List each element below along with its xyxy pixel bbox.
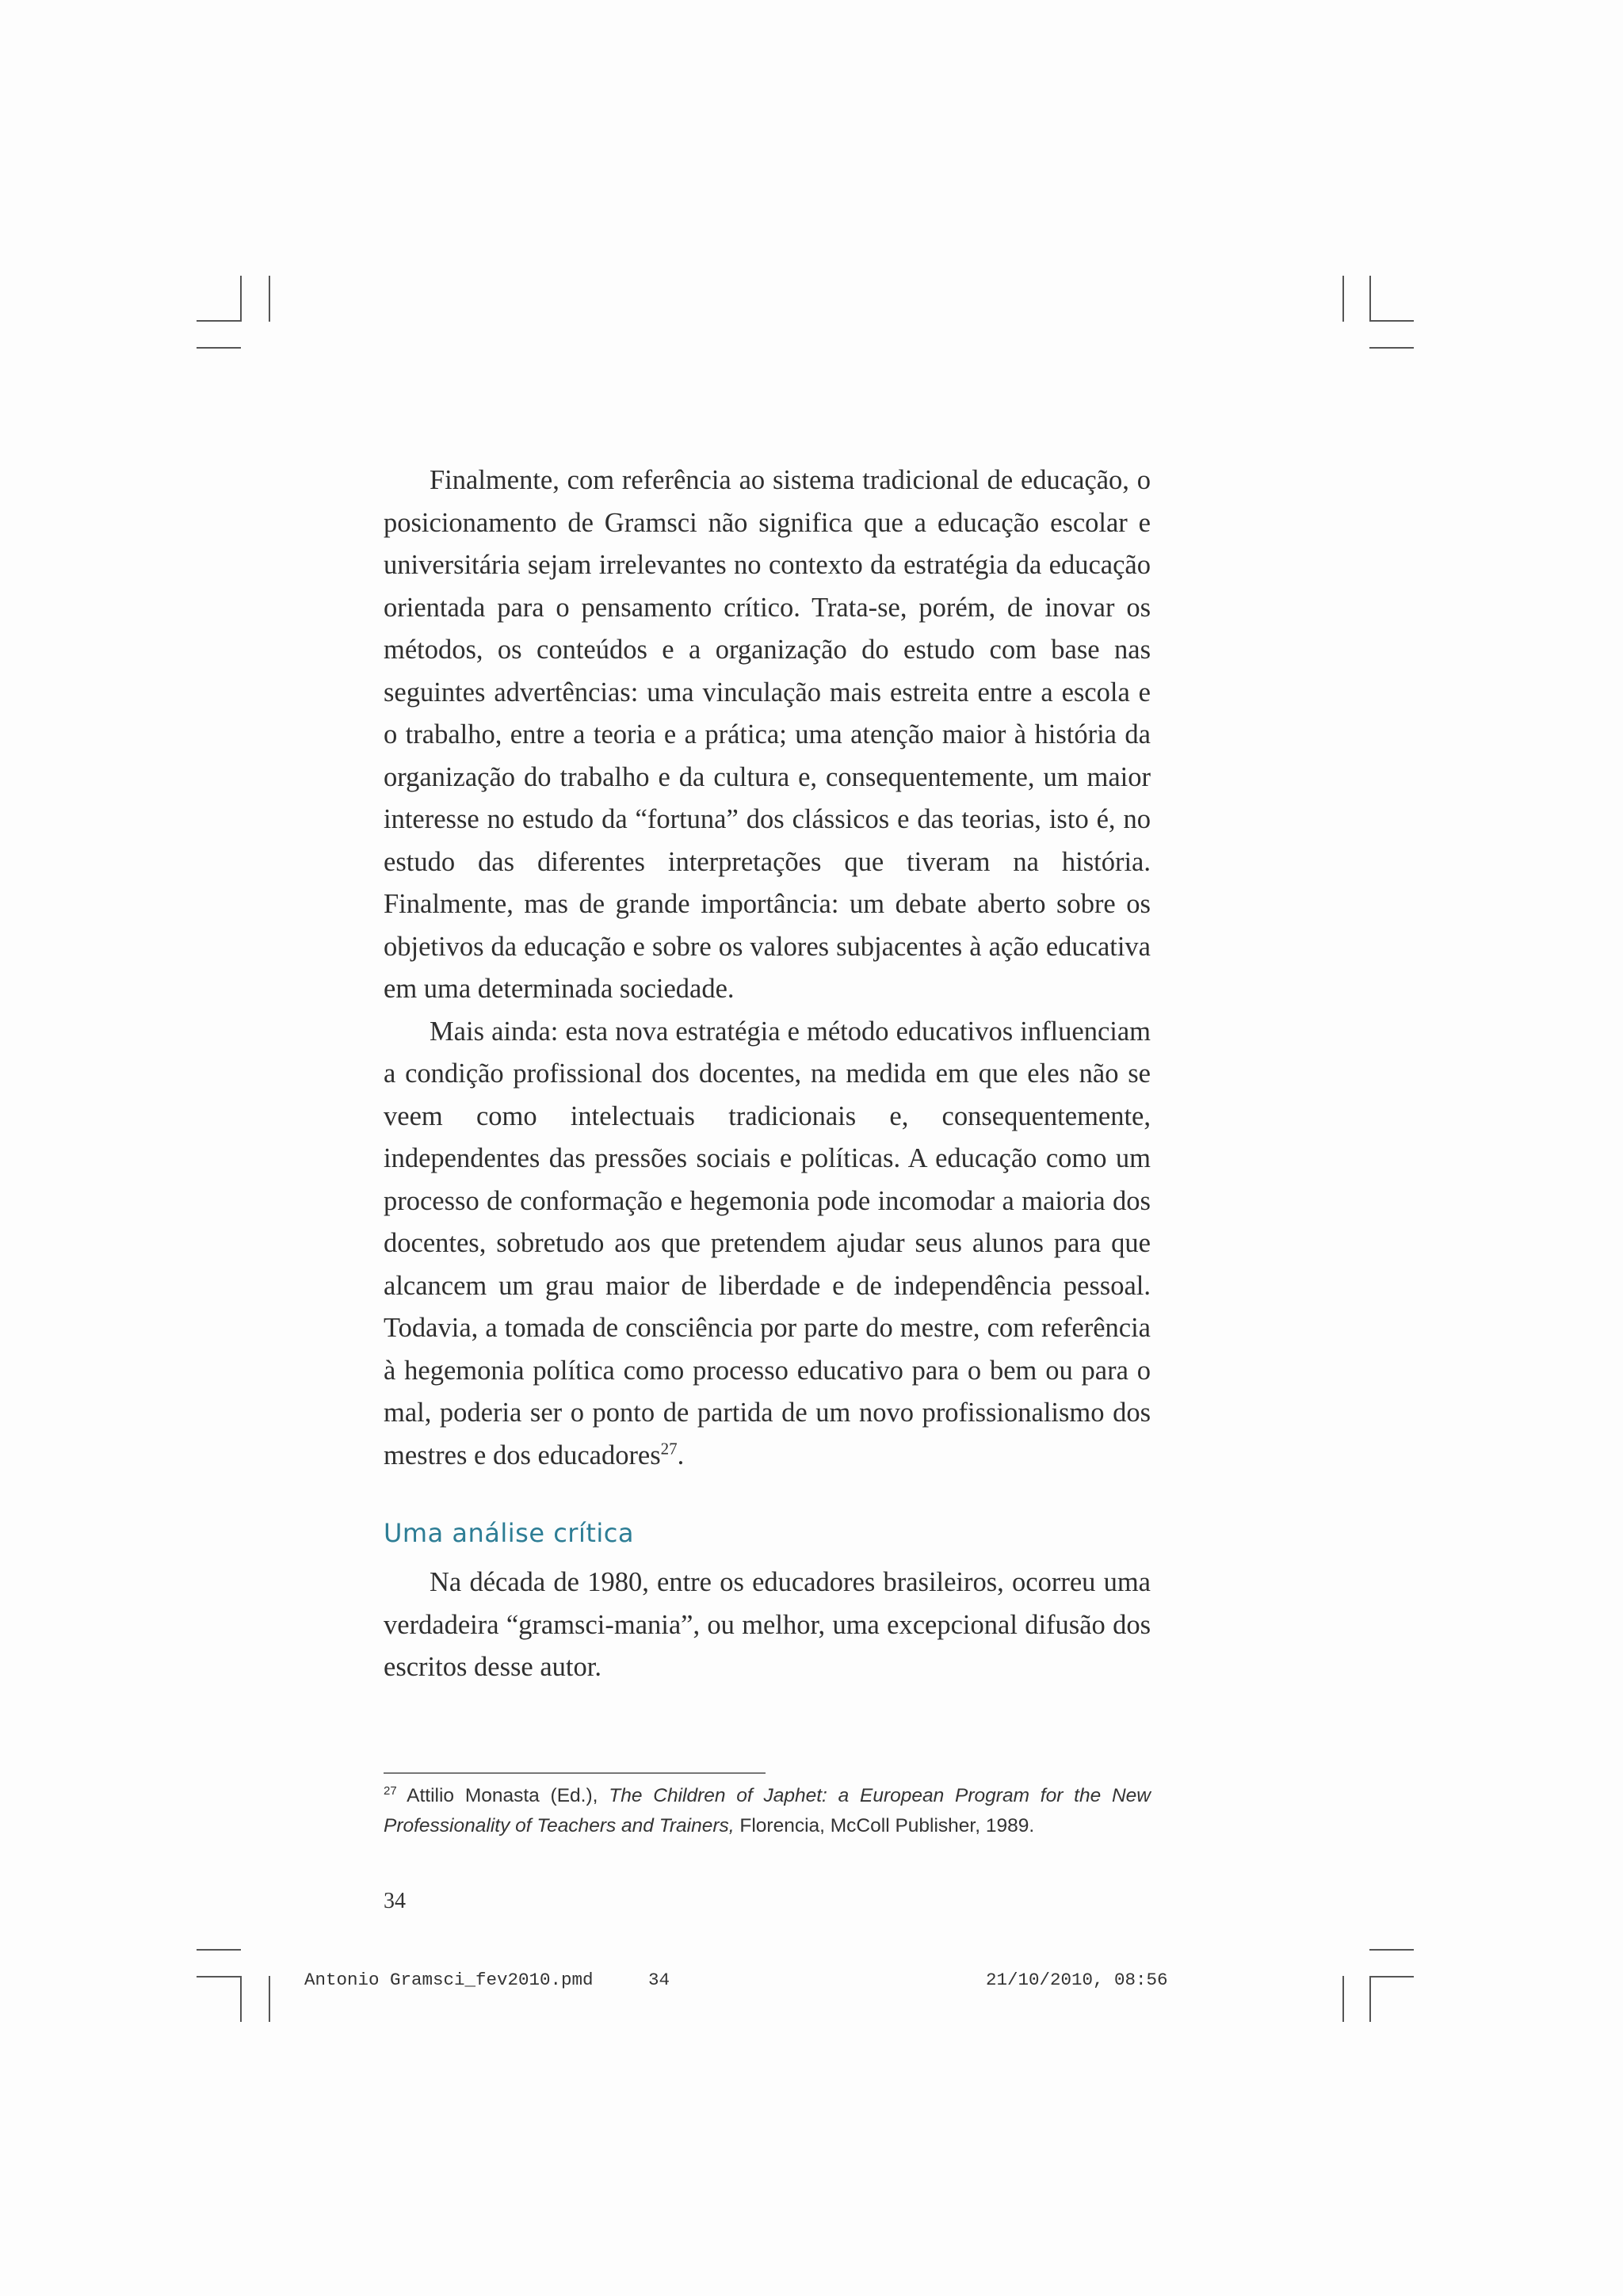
slug-datetime: 21/10/2010, 08:56 — [986, 1970, 1168, 1990]
crop-mark — [240, 1976, 242, 2022]
crop-mark — [269, 1976, 270, 2022]
footnote — [384, 1781, 1151, 1841]
crop-mark — [1369, 1949, 1414, 1951]
footnote-publisher: Florencia, McColl Publisher, 1989. — [734, 1815, 1035, 1836]
paragraph — [384, 1011, 1151, 1478]
paragraph: Finalmente, com referência ao sistema tradicional de educação, o posicionamento de Gramsci não significa que a educação escolar e universitária sejam irrelevantes no contexto da estratégia da educação orientada para o pensamento crítico. Trata-se, porém, de inovar os métodos, os conteúdos e a organização do estudo com base nas seguintes advertências: uma vinculação mais estreita entre a escola e o trabalho, entre a teoria e a prática; uma atenção maior à história da organização do trabalho e da cultura e, consequentemente, um maior interesse no estudo da “fortuna” dos clássicos e das teorias, isto é, no estudo das diferentes interpretações que tiveram na história. Finalmente, mas de grande importância: um debate aberto sobre os objetivos da educação e sobre os valores subjacentes à ação educativa em uma determinada sociedade. — [384, 465, 1151, 1004]
footnote-divider — [384, 1772, 766, 1774]
footnote-reference[interactable]: 27 — [660, 1439, 678, 1458]
section-heading: Uma análise crítica — [384, 1518, 634, 1548]
crop-mark — [197, 320, 241, 322]
footnote-title: The Children of Japhet: a European Program for the New Professionality of Teachers and Trainers, — [384, 1785, 1151, 1836]
crop-mark — [197, 1976, 241, 1978]
paragraph: Na década de 1980, entre os educadores brasileiros, ocorreu uma verdadeira “gramsci-mania”, ou melhor, uma excepcional difusão dos escritos desse autor. — [384, 1567, 1151, 1682]
page-number: 34 — [384, 1889, 406, 1913]
section-text — [384, 1562, 1151, 1689]
crop-mark — [197, 1949, 241, 1951]
crop-mark — [1369, 1976, 1371, 2022]
paragraph-end: . — [677, 1440, 685, 1470]
crop-mark — [269, 276, 270, 322]
slug-page: 34 — [648, 1970, 670, 1990]
crop-mark — [240, 276, 242, 322]
crop-mark — [1369, 320, 1414, 322]
body-text — [384, 460, 1151, 1477]
crop-mark — [1342, 276, 1344, 322]
slug-filename: Antonio Gramsci_fev2010.pmd — [304, 1970, 594, 1990]
footnote-author: Attilio Monasta (Ed.), — [407, 1785, 609, 1806]
crop-mark — [1342, 1976, 1344, 2022]
paragraph-text: Mais ainda: esta nova estratégia e método educativos influenciam a condição profissional dos docentes, na medida em que eles não se veem como intelectuais tradicionais e, consequentemente, independentes das pressões sociais e políticas. A educação como um processo de conformação e hegemonia pode incomodar a maioria dos docentes, sobretudo aos que pretendem ajudar seus alunos para que alcancem um grau maior de liberdade e de independência pessoal. Todavia, a tomada de consciência por parte do mestre, com referência à hegemonia política como processo educativo para o bem ou para o mal, poderia ser o ponto de partida de um novo profissionalismo dos mestres e dos educadores — [384, 1016, 1151, 1470]
crop-mark — [1369, 347, 1414, 349]
footnote-number: 27 — [384, 1783, 397, 1798]
crop-mark — [197, 347, 241, 349]
crop-mark — [1369, 1976, 1414, 1978]
crop-mark — [1369, 276, 1371, 322]
